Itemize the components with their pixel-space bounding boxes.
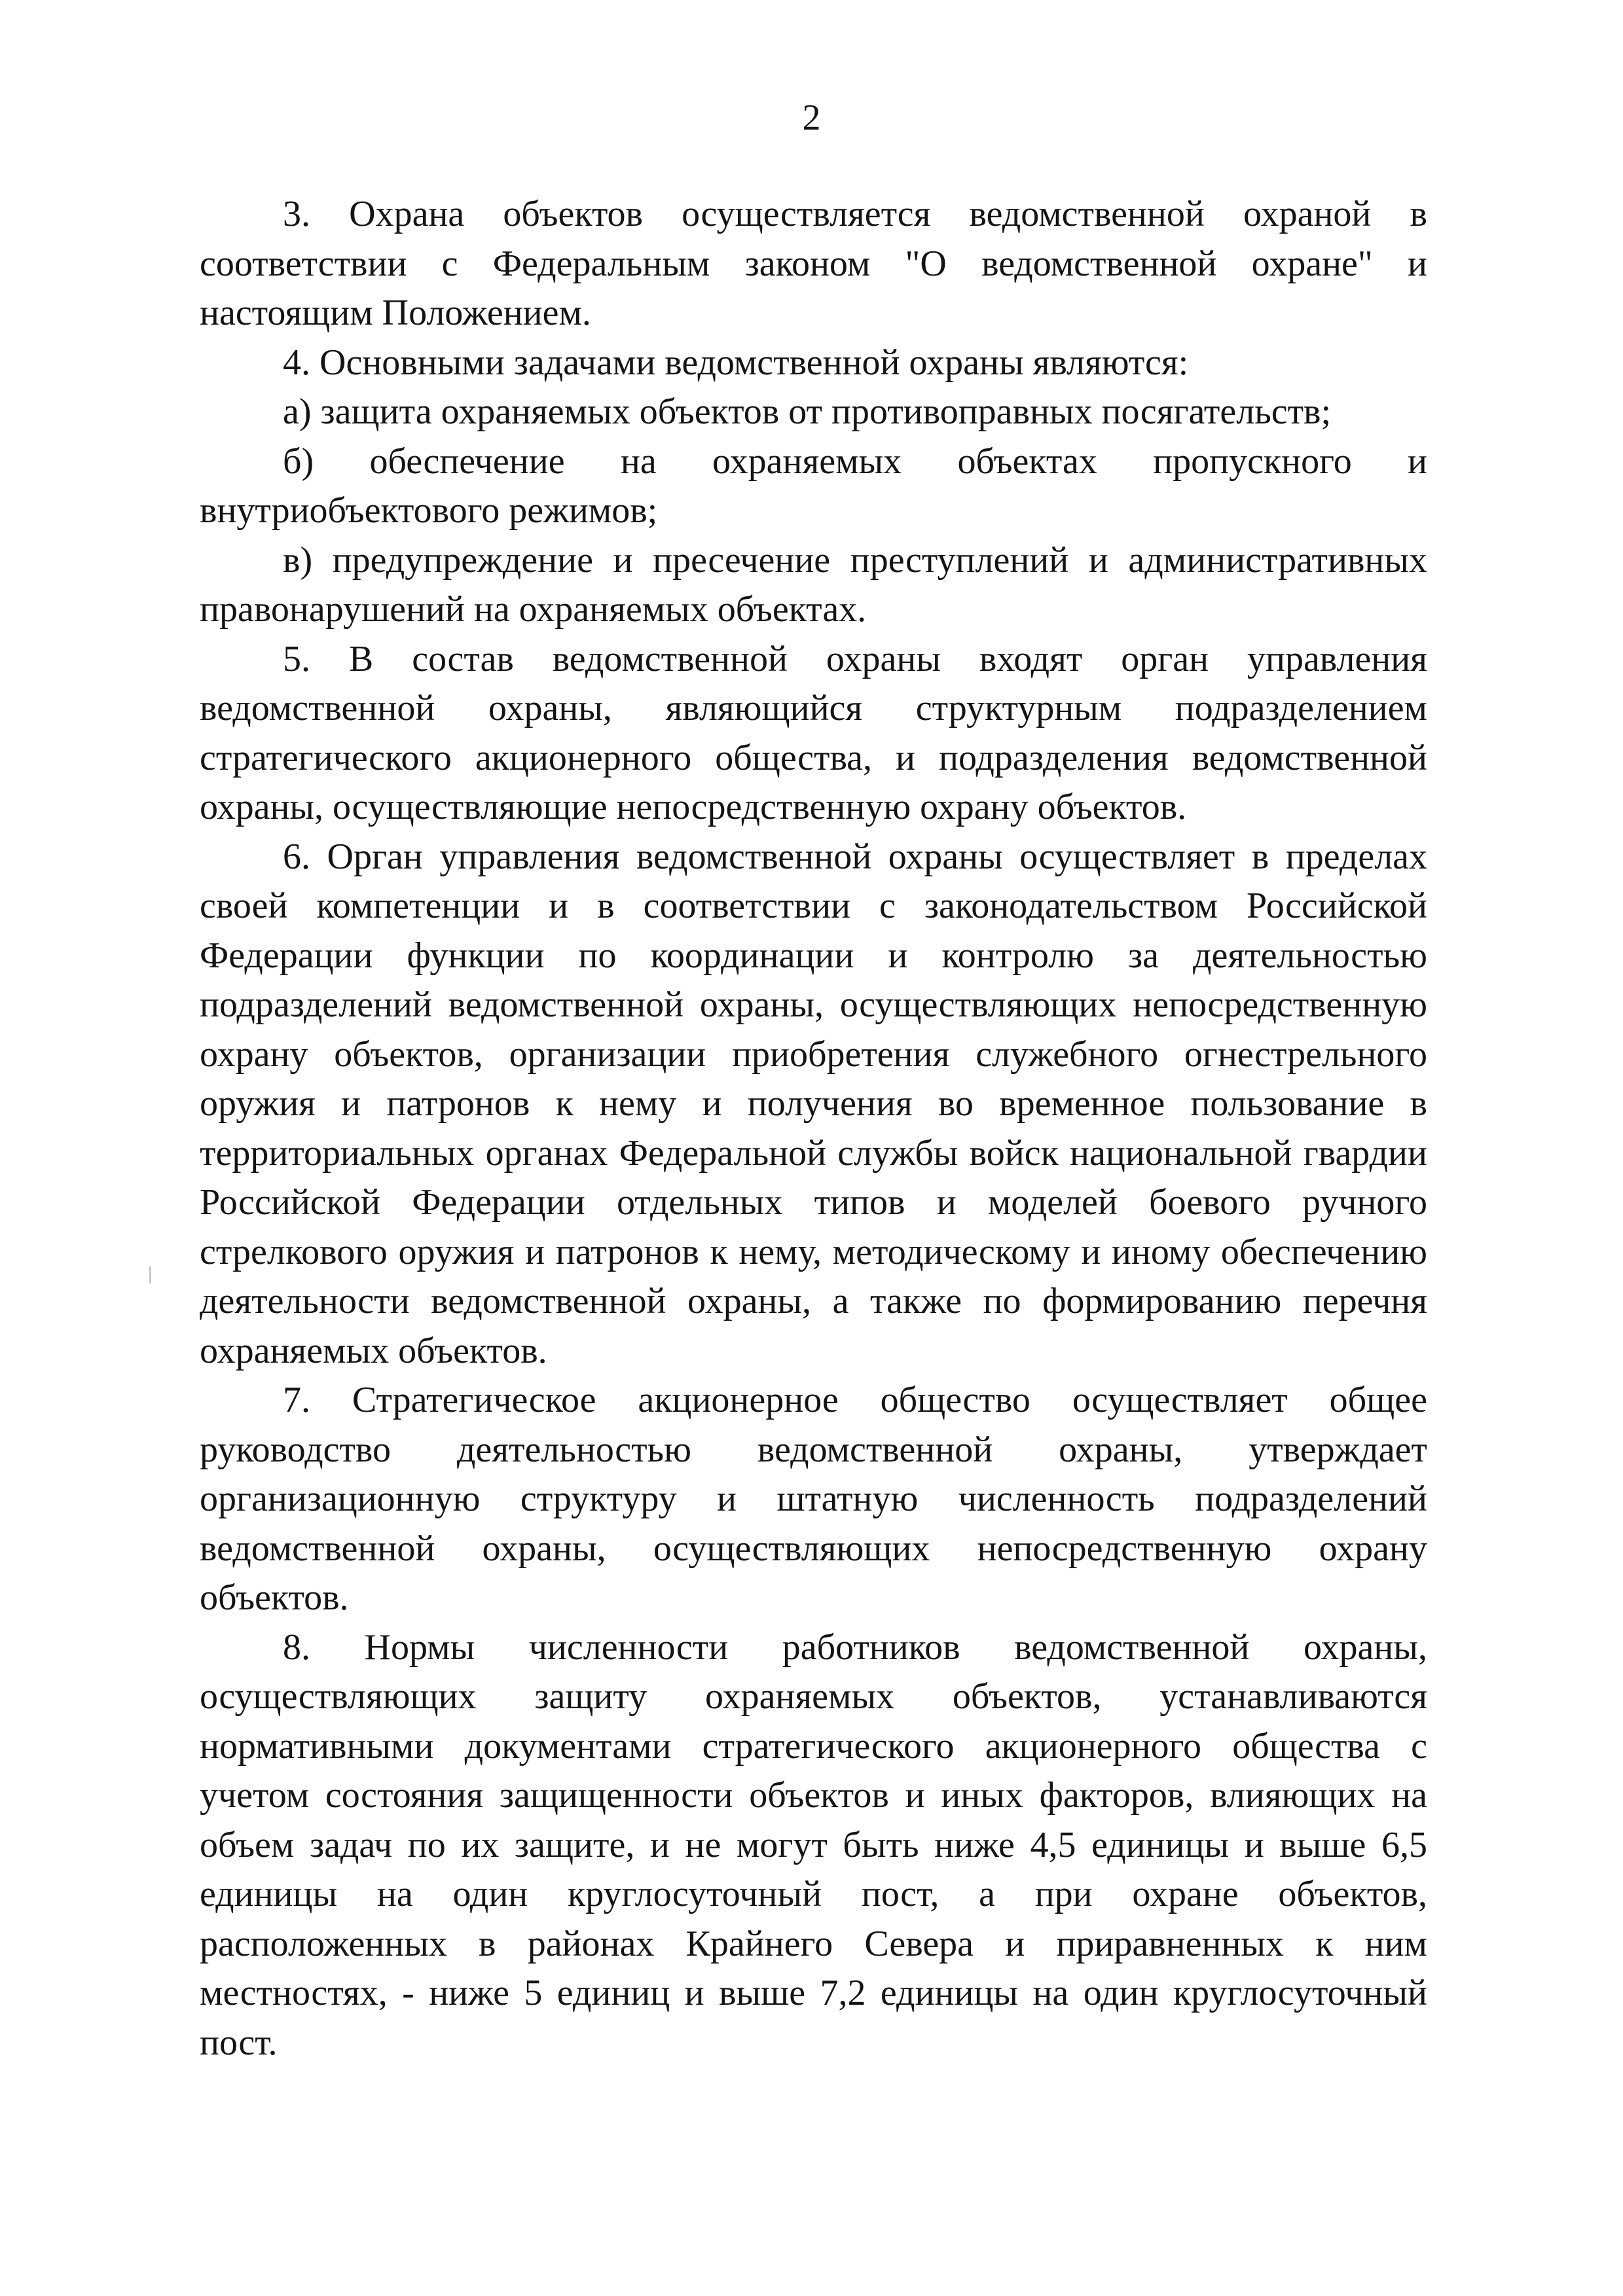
paragraph-5: 5. В состав ведомственной охраны входят орган управления ведомственной охраны, являющийся структурным подразделением стратегического акционерного общества, и подразделения ведомственной охраны, осуществляющие непосредственную охрану объектов. <box>200 638 1427 827</box>
paragraph-3: 3. Охрана объектов осуществляется ведомственной охраной в соответствии с Федеральным законом "О ведомственной охране" и настоящим Положением. <box>200 194 1427 333</box>
paragraph-4c: в) предупреждение и пресечение преступлений и административных правонарушений на охраняемых объектах. <box>200 539 1427 630</box>
paragraph-4a: а) защита охраняемых объектов от противоправных посягательств; <box>283 391 1332 432</box>
paragraph-8: 8. Нормы численности работников ведомственной охраны, осуществляющих защиту охраняемых объектов, устанавливаются нормативными документами стратегического акционерного общества с учетом состояния защищенности объектов и иных факторов, влияющих на объем задач по их защите, и не могут быть ниже 4,5 единицы и выше 6,5 единицы на один круглосуточный пост, а при охране объектов, расположенных в районах Крайнего Севера и приравненных к ним местностях, - ниже 5 единиц и выше 7,2 единицы на один круглосуточный пост. <box>200 1626 1427 2063</box>
paragraph-4b: б) обеспечение на охраняемых объектах пропускного и внутриобъектового режимов; <box>200 440 1427 531</box>
paragraph-4: 4. Основными задачами ведомственной охраны являются: <box>283 342 1189 383</box>
paragraph-6: 6. Орган управления ведомственной охраны осуществляет в пределах своей компетенции и в соответствии с законодательством Российской Федерации функции по координации и контролю за деятельностью подразделений ведомственной охраны, осуществляющих непосредственную охрану объектов, организации приобретения служебного огнестрельного оружия и патронов к нему и получения во временное пользование в территориальных органах Федеральной службы войск национальной гвардии Российской Федерации отдельных типов и моделей боевого ручного стрелкового оружия и патронов к нему, методическому и иному обеспечению деятельности ведомственной охраны, а также по формированию перечня охраняемых объектов. <box>200 836 1427 1371</box>
page-number: 2 <box>802 98 821 138</box>
paragraph-7: 7. Стратегическое акционерное общество осуществляет общее руководство деятельностью ведомственной охраны, утверждает организационную структуру и штатную численность подразделений ведомственной охраны, осуществляющих непосредственную охрану объектов. <box>200 1380 1427 1618</box>
scan-artifact-mark <box>149 1266 151 1283</box>
document-body <box>200 190 1427 2068</box>
